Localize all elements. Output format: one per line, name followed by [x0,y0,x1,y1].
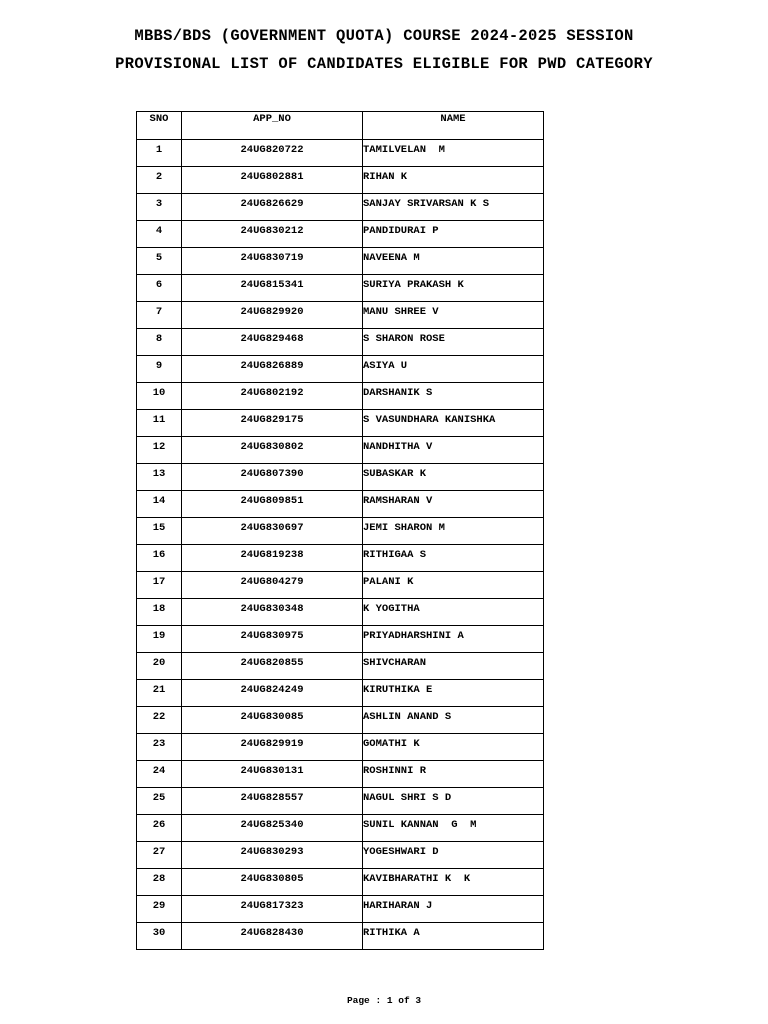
table-row [137,734,544,761]
cell-sno: 8 [137,329,182,356]
cell-sno: 17 [137,572,182,599]
cell-name: PALANI K [363,572,544,599]
cell-name: GOMATHI K [363,734,544,761]
cell-app-no: 24UG819238 [182,545,363,572]
table-row [137,653,544,680]
table-row [137,356,544,383]
cell-name: RIHAN K [363,167,544,194]
candidates-table [136,111,544,950]
table-row [137,761,544,788]
cell-sno: 30 [137,923,182,950]
cell-sno: 26 [137,815,182,842]
cell-app-no: 24UG825340 [182,815,363,842]
cell-sno: 2 [137,167,182,194]
cell-name: TAMILVELAN M [363,140,544,167]
cell-app-no: 24UG815341 [182,275,363,302]
cell-sno: 28 [137,869,182,896]
table-row [137,140,544,167]
cell-app-no: 24UG824249 [182,680,363,707]
cell-sno: 16 [137,545,182,572]
cell-app-no: 24UG829175 [182,410,363,437]
table-row [137,599,544,626]
cell-app-no: 24UG830293 [182,842,363,869]
cell-name: SUNIL KANNAN G M [363,815,544,842]
cell-app-no: 24UG830085 [182,707,363,734]
table-row [137,410,544,437]
cell-name: PRIYADHARSHINI A [363,626,544,653]
cell-sno: 24 [137,761,182,788]
cell-name: YOGESHWARI D [363,842,544,869]
cell-app-no: 24UG829920 [182,302,363,329]
cell-name: SHIVCHARAN [363,653,544,680]
document-title-line-1: MBBS/BDS (GOVERNMENT QUOTA) COURSE 2024-2025 SESSION [134,27,634,45]
cell-app-no: 24UG829919 [182,734,363,761]
cell-sno: 3 [137,194,182,221]
cell-sno: 29 [137,896,182,923]
table-row [137,518,544,545]
column-header-name: NAME [363,112,544,140]
table-row [137,221,544,248]
cell-app-no: 24UG830348 [182,599,363,626]
table-row [137,923,544,950]
cell-sno: 15 [137,518,182,545]
cell-app-no: 24UG809851 [182,491,363,518]
table-row [137,491,544,518]
cell-name: JEMI SHARON M [363,518,544,545]
cell-sno: 19 [137,626,182,653]
cell-app-no: 24UG828557 [182,788,363,815]
table-row [137,680,544,707]
cell-app-no: 24UG830802 [182,437,363,464]
document-title-line-2: PROVISIONAL LIST OF CANDIDATES ELIGIBLE FOR PWD CATEGORY [115,55,653,73]
table-row [137,329,544,356]
table-header-row [137,112,544,140]
table-row [137,869,544,896]
table-row [137,248,544,275]
cell-sno: 12 [137,437,182,464]
cell-app-no: 24UG830805 [182,869,363,896]
cell-sno: 22 [137,707,182,734]
cell-sno: 6 [137,275,182,302]
cell-sno: 5 [137,248,182,275]
table-row [137,788,544,815]
cell-app-no: 24UG829468 [182,329,363,356]
cell-name: RAMSHARAN V [363,491,544,518]
cell-name: SURIYA PRAKASH K [363,275,544,302]
cell-app-no: 24UG820722 [182,140,363,167]
cell-name: SANJAY SRIVARSAN K S [363,194,544,221]
cell-app-no: 24UG830697 [182,518,363,545]
cell-app-no: 24UG802192 [182,383,363,410]
cell-sno: 1 [137,140,182,167]
table-row [137,815,544,842]
cell-app-no: 24UG826629 [182,194,363,221]
cell-name: NAVEENA M [363,248,544,275]
cell-name: RITHIGAA S [363,545,544,572]
cell-name: S VASUNDHARA KANISHKA [363,410,544,437]
cell-sno: 11 [137,410,182,437]
cell-name: NAGUL SHRI S D [363,788,544,815]
cell-name: HARIHARAN J [363,896,544,923]
column-header-sno: SNO [137,112,182,140]
cell-app-no: 24UG828430 [182,923,363,950]
cell-name: DARSHANIK S [363,383,544,410]
cell-sno: 27 [137,842,182,869]
column-header-app-no: APP_NO [182,112,363,140]
cell-name: S SHARON ROSE [363,329,544,356]
table-row [137,545,544,572]
cell-sno: 21 [137,680,182,707]
table-row [137,842,544,869]
cell-sno: 14 [137,491,182,518]
cell-name: SUBASKAR K [363,464,544,491]
cell-name: ASHLIN ANAND S [363,707,544,734]
table-row [137,626,544,653]
cell-sno: 18 [137,599,182,626]
cell-sno: 7 [137,302,182,329]
table-row [137,896,544,923]
cell-sno: 13 [137,464,182,491]
table-row [137,167,544,194]
cell-sno: 10 [137,383,182,410]
cell-sno: 4 [137,221,182,248]
cell-name: K YOGITHA [363,599,544,626]
table-row [137,464,544,491]
cell-name: MANU SHREE V [363,302,544,329]
table-row [137,194,544,221]
cell-sno: 20 [137,653,182,680]
cell-app-no: 24UG820855 [182,653,363,680]
cell-app-no: 24UG807390 [182,464,363,491]
cell-app-no: 24UG826889 [182,356,363,383]
cell-name: RITHIKA A [363,923,544,950]
cell-sno: 25 [137,788,182,815]
cell-name: ROSHINNI R [363,761,544,788]
table-row [137,707,544,734]
cell-app-no: 24UG830212 [182,221,363,248]
cell-sno: 23 [137,734,182,761]
cell-app-no: 24UG830131 [182,761,363,788]
cell-name: KAVIBHARATHI K K [363,869,544,896]
cell-app-no: 24UG802881 [182,167,363,194]
cell-app-no: 24UG804279 [182,572,363,599]
table-row [137,275,544,302]
cell-app-no: 24UG830975 [182,626,363,653]
table-row [137,572,544,599]
cell-app-no: 24UG817323 [182,896,363,923]
table-row [137,302,544,329]
table-row [137,437,544,464]
cell-name: PANDIDURAI P [363,221,544,248]
cell-app-no: 24UG830719 [182,248,363,275]
cell-name: KIRUTHIKA E [363,680,544,707]
cell-sno: 9 [137,356,182,383]
table-row [137,383,544,410]
cell-name: ASIYA U [363,356,544,383]
page-number: Page : 1 of 3 [346,995,422,1006]
cell-name: NANDHITHA V [363,437,544,464]
